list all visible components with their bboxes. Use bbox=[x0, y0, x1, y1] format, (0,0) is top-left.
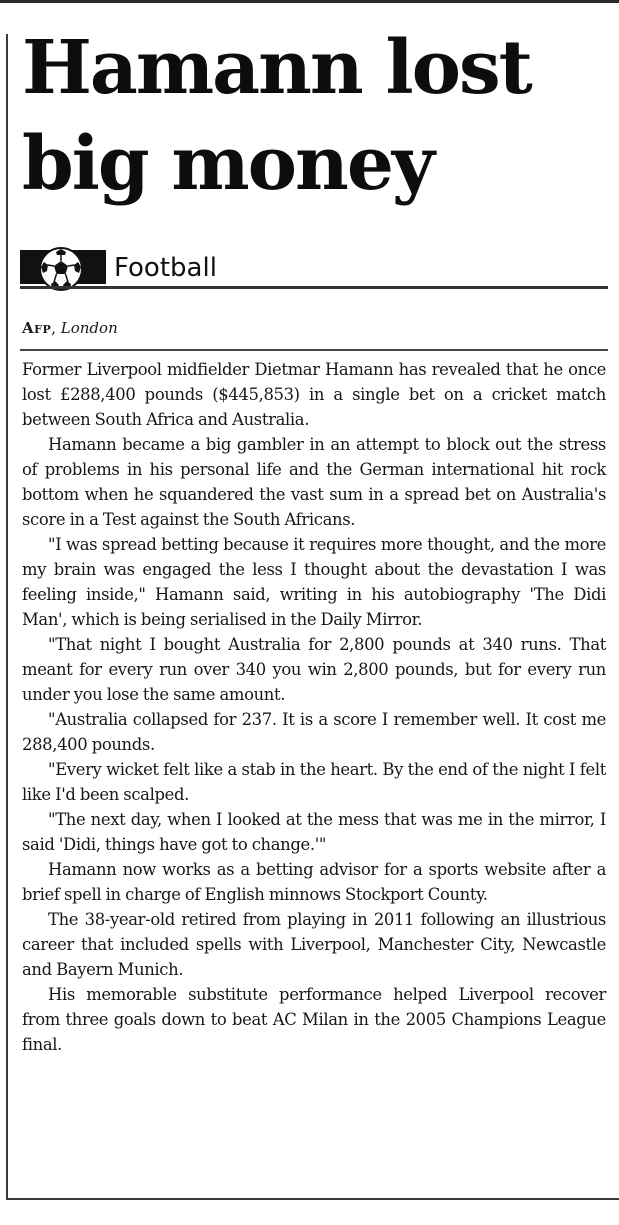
paragraph: Hamann now works as a betting advisor for a sports website after a brief spell in charge of English minnows Stockport County. bbox=[22, 860, 606, 904]
article-body bbox=[22, 357, 606, 1057]
paragraph: "Australia collapsed for 237. It is a score I remember well. It cost me 288,400 pounds. bbox=[22, 710, 606, 754]
byline-rule bbox=[20, 349, 608, 351]
paragraph: The 38-year-old retired from playing in 2011 following an illustrious career that included spells with Liverpool, Manchester City, Newcastle and Bayern Munich. bbox=[22, 910, 606, 979]
byline bbox=[22, 318, 118, 338]
top-border bbox=[0, 0, 619, 3]
section-header bbox=[20, 246, 608, 290]
byline-agency: Afp bbox=[22, 319, 52, 337]
paragraph: "The next day, when I looked at the mess that was me in the mirror, I said 'Didi, things have got to change.'" bbox=[22, 810, 606, 854]
headline: Hamann lost big money bbox=[22, 25, 531, 207]
byline-location: London bbox=[60, 319, 118, 337]
paragraph: His memorable substitute performance helped Liverpool recover from three goals down to beat AC Milan in the 2005 Champions League final. bbox=[22, 985, 606, 1054]
paragraph: "That night I bought Australia for 2,800 pounds at 340 runs. That meant for every run over 340 you win 2,800 pounds, but for every run under you lose the same amount. bbox=[22, 635, 606, 704]
paragraph: "Every wicket felt like a stab in the heart. By the end of the night I felt like I'd been scalped. bbox=[22, 760, 606, 804]
bottom-border bbox=[6, 1198, 619, 1200]
section-label: Football bbox=[114, 253, 217, 283]
left-border bbox=[6, 34, 8, 1200]
paragraph: Hamann became a big gambler in an attempt to block out the stress of problems in his personal life and the German international hit rock bottom when he squandered the vast sum in a spread bet on Australia's score in a Test against the South Africans. bbox=[22, 435, 606, 529]
paragraph: Former Liverpool midfielder Dietmar Hamann has revealed that he once lost £288,400 pounds ($445,853) in a single bet on a cricket match between South Africa and Australia. bbox=[22, 360, 606, 429]
byline-separator: , bbox=[51, 319, 61, 337]
section-rule bbox=[20, 286, 608, 289]
paragraph: "I was spread betting because it requires more thought, and the more my brain was engaged the less I thought about the devastation I was feeling inside," Hamann said, writing in his autobiography 'The Didi Man', which is being serialised in the Daily Mirror. bbox=[22, 535, 606, 629]
